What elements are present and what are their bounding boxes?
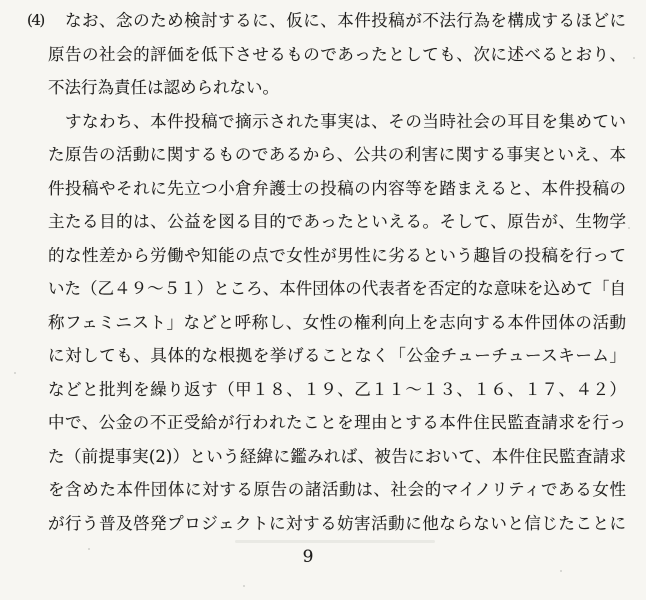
text-line: [27, 4, 626, 38]
text-line-content: なお、念のため検討するに、仮に、本件投稿が不法行為を構成するほどに: [65, 11, 626, 30]
scan-smudge: [235, 540, 435, 543]
text-line: いた（乙４９～５１）ところ、本件団体の代表者を否定的な意味を込めて「自: [48, 279, 626, 298]
text-line: 主たる目的は、公益を図る目的であったといえる。そして、原告が、生物学: [48, 212, 626, 231]
text-line: 原告の社会的評価を低下させるものであったとしても、次に述べるとおり、: [48, 44, 626, 64]
text-line: た（前提事実(2)）という経緯に鑑みれば、被告において、本件住民監査請求: [48, 446, 626, 466]
scan-speck: [14, 372, 16, 374]
text-line: 的な性差から労働や知能の点で女性が男性に劣るという趣旨の投稿を行って: [48, 245, 626, 265]
text-line: 称フェミニスト」などと呼称し、女性の権利向上を志向する本件団体の活動: [48, 312, 626, 332]
item-number-marker: (4): [27, 11, 44, 29]
scan-speck: [628, 227, 630, 229]
text-line: が行う普及啓発プロジェクトに対する妨害活動に他ならないと信じたことに: [48, 513, 626, 533]
text-line: すなわち、本件投稿で摘示された事実は、その当時社会の耳目を集めてい: [65, 111, 626, 131]
scan-speck: [560, 570, 562, 572]
text-line: に対しても、具体的な根拠を挙げることなく「公金チューチュースキーム」: [48, 346, 626, 365]
page-number: 9: [302, 547, 314, 567]
text-line: を含めた本件団体に対する原告の諸活動は、社会的マイノリティである女性: [48, 480, 626, 499]
text-line: た原告の活動に関するものであるから、公共の利害に関する事実といえ、本: [48, 145, 626, 164]
scan-speck: [243, 585, 245, 587]
text-line: 中で、公金の不正受給が行われたことを理由とする本件住民監査請求を行っ: [48, 413, 626, 432]
text-line: 不法行為責任は認められない。: [48, 78, 279, 97]
scan-speck: [88, 548, 90, 550]
text-line: 件投稿やそれに先立つ小倉弁護士の投稿の内容等を踏まえると、本件投稿の: [48, 178, 626, 198]
body-text-block: [27, 4, 626, 540]
text-line: などと批判を繰り返す（甲１８、１９、乙１１～１３、１６、１７、４２）: [48, 379, 626, 399]
scan-speck: [633, 57, 635, 59]
scan-speck: [596, 12, 599, 15]
